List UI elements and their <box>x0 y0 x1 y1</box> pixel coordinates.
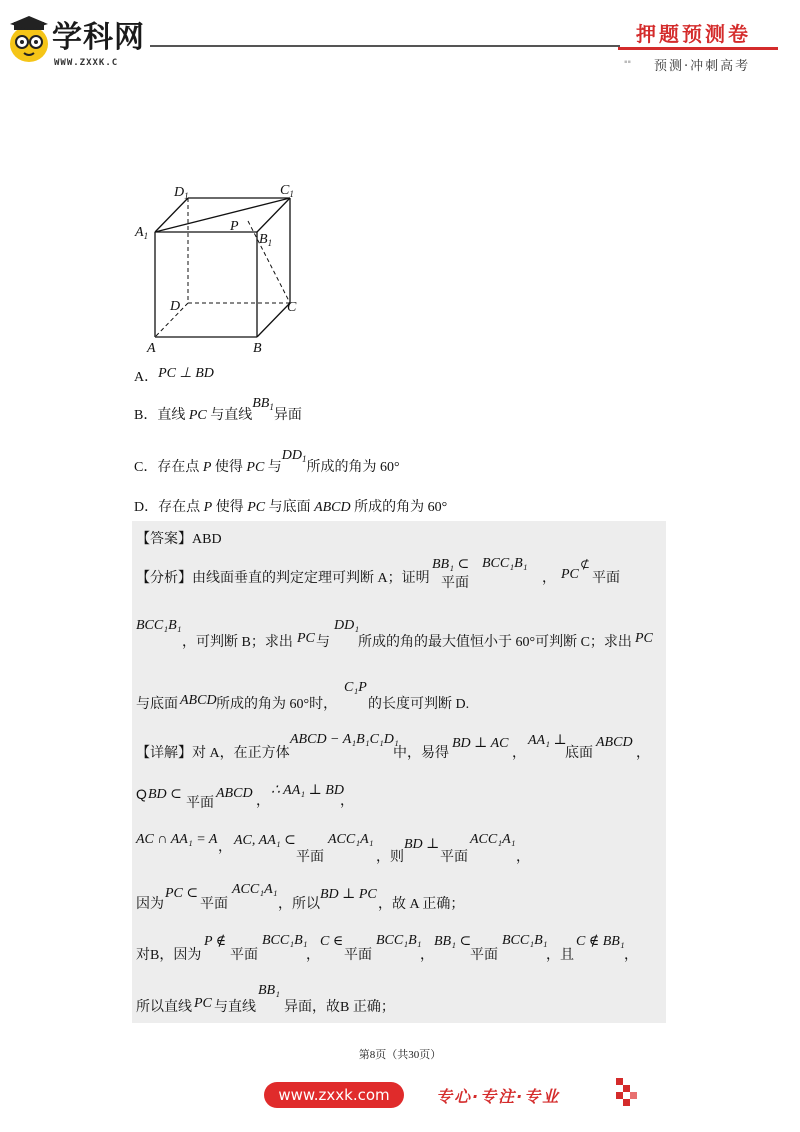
text-comma: ， <box>542 571 556 586</box>
l9-text1: 所以直线 <box>136 1000 192 1015</box>
label-d: D <box>170 299 181 314</box>
diag-a1c1 <box>155 198 290 232</box>
math-pc: PC <box>561 567 579 582</box>
analysis-text: 【分析】由线面垂直的判定定理可判断 A；证明 <box>136 571 430 586</box>
analysis-line3-text2: 所成的角为 60°时， <box>216 697 338 712</box>
l6-plane: 平面 <box>296 850 324 865</box>
math-acc1a1-2: ACC₁A₁ <box>470 832 516 847</box>
label-a1: $A_1$ <box>135 225 149 241</box>
math-bb1-subset: BB₁ ⊂ <box>432 557 470 572</box>
l8-end: ， <box>624 948 638 963</box>
math-bb1: BB₁ <box>258 983 280 998</box>
math-c-in: C ∈ <box>320 934 344 949</box>
l7-because: 因为 <box>136 897 164 912</box>
math-bd-perp: BD ⊥ <box>404 837 440 852</box>
detail-comma: ， <box>512 746 526 761</box>
text-plane-2: 平面 <box>592 571 620 586</box>
l8-plane2: 平面 <box>344 948 372 963</box>
math-c1p: C₁P <box>344 680 367 695</box>
l8-and: ，且 <box>546 948 574 963</box>
l6-plane2: 平面 <box>440 850 468 865</box>
logo-url: WWW.ZXXK.C <box>54 58 119 68</box>
l5-comma: ， <box>256 794 270 809</box>
analysis-line2-text1: ，可判断 B；求出 <box>182 635 293 650</box>
label-c: C <box>287 300 297 315</box>
footer-url-link[interactable]: www.zxxk.com <box>264 1082 404 1108</box>
page-number: 第8页（共30页） <box>358 1049 442 1061</box>
label-b: B <box>253 341 262 356</box>
math-acc1a1-3: ACC₁A₁ <box>232 882 278 897</box>
math-bcc1b1-2: BCC₁B₁ <box>136 618 182 633</box>
edge-bc <box>257 303 290 337</box>
analysis-line3-text1: 与底面 <box>136 697 178 712</box>
math-bcc1b1-4: BCC₁B₁ <box>376 933 422 948</box>
brand-squares-icon <box>616 1078 638 1110</box>
l6-then: ，则 <box>376 850 404 865</box>
l8-forb: 对B，因为 <box>136 948 202 963</box>
l6-end: ， <box>516 850 530 865</box>
math-acc1a1: ACC₁A₁ <box>328 832 374 847</box>
option-c: C．存在点 P 使得 PC 与$DD^1$所成的角为 60° <box>134 448 400 475</box>
math-therefore: ∴ AA₁ ⊥ BD <box>271 783 344 798</box>
edge-c1b1 <box>257 198 290 232</box>
math-pc-4: PC <box>194 996 212 1011</box>
l6-comma: ， <box>218 840 232 855</box>
math-pc-3: PC <box>635 631 653 646</box>
symbol-q: Q <box>136 786 147 802</box>
logo-text: 学科网 <box>52 20 145 55</box>
header-divider <box>150 45 620 47</box>
math-bcc1b1-3: BCC₁B₁ <box>262 933 308 948</box>
math-cube-name: ABCD − A₁B₁C₁D₁ <box>290 732 399 747</box>
math-bd-perp-ac: BD ⊥ AC <box>452 736 509 751</box>
math-c-notin-bb1: C ∉ BB₁ <box>576 934 625 949</box>
l7-plane: 平面 <box>200 897 228 912</box>
l7-so: ，所以 <box>278 897 320 912</box>
math-pc-subset: PC ⊂ <box>165 886 199 901</box>
math-ac-aa1-subset: AC, AA₁ ⊂ <box>234 833 296 848</box>
l9-end: 异面，故B 正确； <box>284 1000 395 1015</box>
edge-a1d1 <box>155 198 188 232</box>
brand-subtitle: 预测·冲刺高考 <box>654 59 751 74</box>
math-aa1-perp: AA₁ ⊥ <box>528 733 567 748</box>
analysis-line2-text3: 所成的角的最大值恒小于 60°可判断 C；求出 <box>358 635 632 650</box>
brand-faint-mark: ▪▪ <box>624 57 632 68</box>
detail-text1: 中，易得 <box>393 746 449 761</box>
page-header <box>0 0 800 80</box>
l5-plane: 平面 <box>186 796 214 811</box>
option-b: B．直线 PC 与直线$BB^1$异面 <box>134 396 302 423</box>
l8-plane3: 平面 <box>470 948 498 963</box>
label-b1: $B_1$ <box>259 232 273 248</box>
analysis-line3-text3: 的长度可判断 D. <box>368 697 470 712</box>
detail-text2: 底面 <box>565 746 593 761</box>
l5-comma2: ， <box>340 794 354 809</box>
math-abcd-2: ABCD <box>596 735 633 750</box>
analysis-line2-text2: 与 <box>316 635 330 650</box>
label-a: A <box>147 341 156 356</box>
l9-text2: 与直线 <box>214 1000 256 1015</box>
detail-text: 【详解】对 A，在正方体 <box>136 746 290 761</box>
answer-label: 【答案】ABD <box>136 532 222 547</box>
option-d: D．存在点 P 使得 PC 与底面 ABCD 所成的角为 60° <box>134 500 448 515</box>
cube-figure <box>130 180 310 360</box>
math-bd-perp-pc: BD ⊥ PC <box>320 887 377 902</box>
text-plane: 平面 <box>441 576 469 591</box>
brand-title: 押题预测卷 <box>636 22 751 46</box>
math-intersection: AC ∩ AA₁ = A <box>136 832 218 847</box>
footer-slogan: 专心·专注·专业 <box>436 1087 561 1106</box>
l7-end: ，故 A 正确； <box>378 897 465 912</box>
label-c1: $C_1$ <box>280 183 294 199</box>
math-dd1: DD₁ <box>334 618 360 633</box>
header-accent-divider <box>618 47 778 50</box>
l8-comma: ， <box>306 948 320 963</box>
math-abcd-3: ABCD <box>216 786 253 801</box>
math-abcd: ABCD <box>180 693 217 708</box>
owl-logo-icon <box>8 16 50 64</box>
math-bcc1b1: BCC₁B₁ <box>482 556 528 571</box>
math-bcc1b1-5: BCC₁B₁ <box>502 933 548 948</box>
math-bb1-subset-2: BB₁ ⊂ <box>434 934 472 949</box>
l8-comma2: ， <box>420 948 434 963</box>
label-p: P <box>230 219 239 234</box>
l8-plane: 平面 <box>230 948 258 963</box>
segment-pc-hidden <box>248 221 290 303</box>
math-p-notin: P ∉ <box>204 934 227 949</box>
math-pc-2: PC <box>297 631 315 646</box>
option-a: A．PC ⊥ BD <box>134 366 214 385</box>
math-bd-subset: BD ⊂ <box>148 787 182 802</box>
label-d1: $D_1$ <box>174 185 189 201</box>
math-not-subset: ⊄ <box>580 557 591 571</box>
detail-comma2: ， <box>636 746 650 761</box>
